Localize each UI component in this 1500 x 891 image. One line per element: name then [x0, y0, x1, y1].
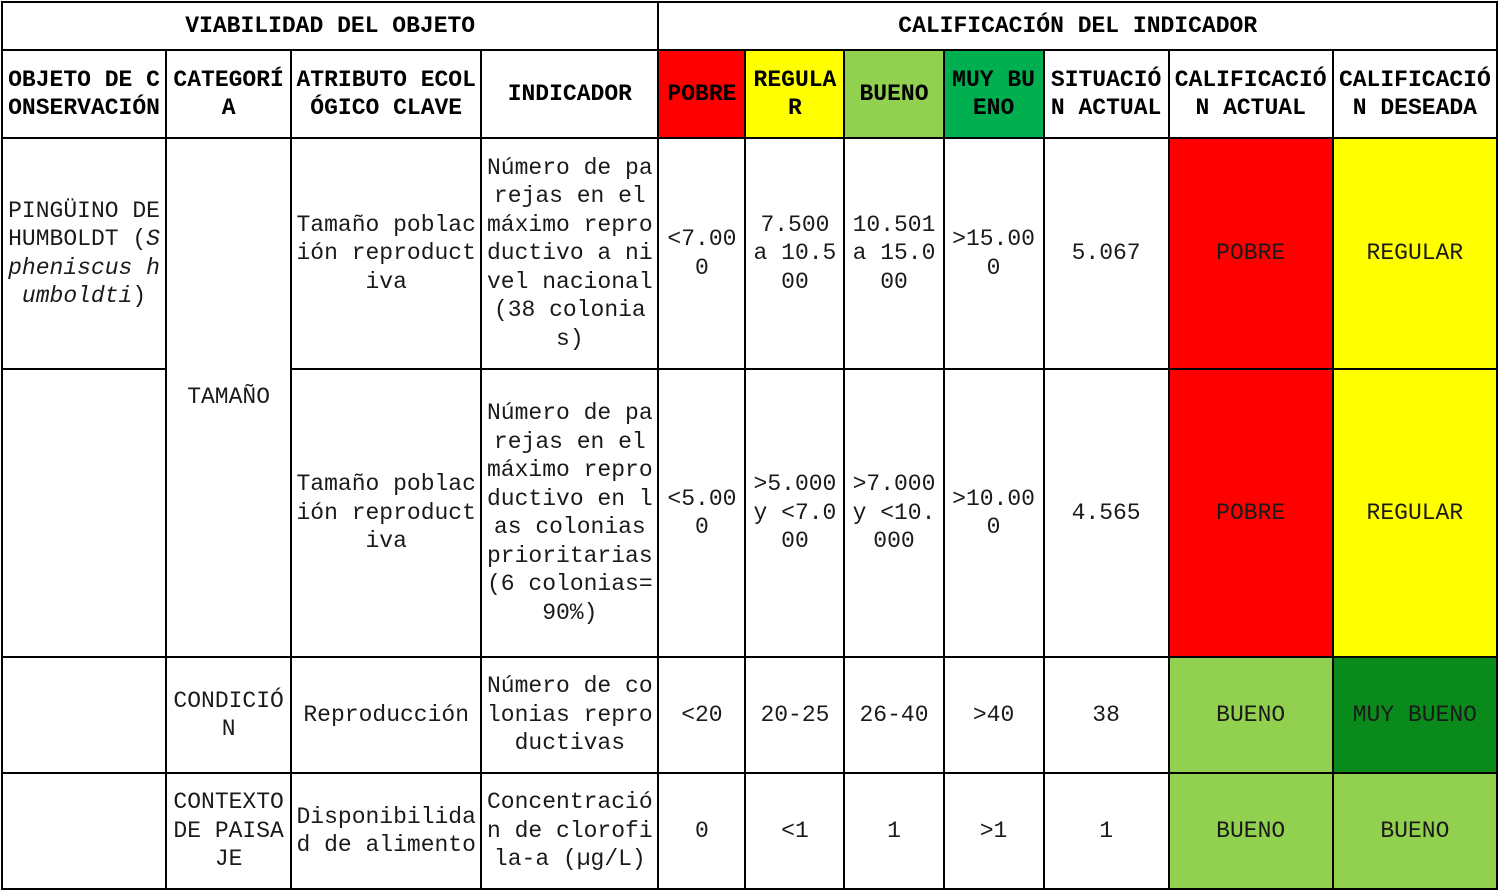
- header-pobre: POBRE: [658, 50, 745, 138]
- objeto-empty-cell: [2, 773, 166, 889]
- muy-bueno-cell: >15.000: [944, 138, 1044, 369]
- muy-bueno-cell: >40: [944, 657, 1044, 773]
- bueno-cell: 26-40: [844, 657, 943, 773]
- header-muy-bueno: MUY BUENO: [944, 50, 1044, 138]
- table-row: [2, 138, 1497, 369]
- muy-bueno-cell: >10.000: [944, 369, 1044, 657]
- cal-deseada-cell: BUENO: [1333, 773, 1497, 889]
- bueno-cell: >7.000 y <10.000: [844, 369, 943, 657]
- situacion-cell: 38: [1044, 657, 1169, 773]
- atributo-cell: Disponibilidad de alimento: [291, 773, 481, 889]
- viability-table: [1, 1, 1498, 890]
- header-regular: REGULAR: [745, 50, 844, 138]
- cal-actual-cell: BUENO: [1169, 773, 1333, 889]
- regular-cell: <1: [745, 773, 844, 889]
- categoria-condicion: CONDICIÓN: [166, 657, 291, 773]
- cal-deseada-cell: REGULAR: [1333, 369, 1497, 657]
- regular-cell: 20-25: [745, 657, 844, 773]
- indicador-cell: Número de colonias reproductivas: [481, 657, 658, 773]
- categoria-contexto: CONTEXTO DE PAISAJE: [166, 773, 291, 889]
- pobre-cell: <5.000: [658, 369, 745, 657]
- table-row: [2, 657, 1497, 773]
- bueno-cell: 1: [844, 773, 943, 889]
- bueno-cell: 10.501 a 15.000: [844, 138, 943, 369]
- objeto-empty-cell: [2, 369, 166, 657]
- header-atributo: ATRIBUTO ECOLÓGICO CLAVE: [291, 50, 481, 138]
- indicador-cell: Número de parejas en el máximo reproductivo a nivel nacional (38 colonias): [481, 138, 658, 369]
- pobre-cell: <7.000: [658, 138, 745, 369]
- atributo-cell: Reproducción: [291, 657, 481, 773]
- cal-deseada-cell: REGULAR: [1333, 138, 1497, 369]
- header-objeto: OBJETO DE CONSERVACIÓN: [2, 50, 166, 138]
- cal-actual-cell: POBRE: [1169, 369, 1333, 657]
- group-header-viabilidad: VIABILIDAD DEL OBJETO: [2, 2, 658, 50]
- header-situacion: SITUACIÓN ACTUAL: [1044, 50, 1169, 138]
- column-header-row: [2, 50, 1497, 138]
- group-header-calificacion: CALIFICACIÓN DEL INDICADOR: [658, 2, 1497, 50]
- situacion-cell: 4.565: [1044, 369, 1169, 657]
- objeto-name: PINGÜINO DE HUMBOLDT (: [8, 197, 160, 252]
- situacion-cell: 1: [1044, 773, 1169, 889]
- objeto-scientific-name: Spheniscus humboldti: [8, 226, 160, 309]
- header-categoria: CATEGORÍA: [166, 50, 291, 138]
- objeto-name-close: ): [132, 283, 147, 309]
- regular-cell: >5.000 y <7.000: [745, 369, 844, 657]
- indicador-cell: Concentración de clorofila-a (µg/L): [481, 773, 658, 889]
- pobre-cell: <20: [658, 657, 745, 773]
- regular-cell: 7.500 a 10.500: [745, 138, 844, 369]
- cal-deseada-cell: MUY BUENO: [1333, 657, 1497, 773]
- atributo-cell: Tamaño población reproductiva: [291, 369, 481, 657]
- atributo-cell: Tamaño población reproductiva: [291, 138, 481, 369]
- header-cal-deseada: CALIFICACIÓN DESEADA: [1333, 50, 1497, 138]
- header-bueno: BUENO: [844, 50, 943, 138]
- header-cal-actual: CALIFICACIÓN ACTUAL: [1169, 50, 1333, 138]
- objeto-empty-cell: [2, 657, 166, 773]
- situacion-cell: 5.067: [1044, 138, 1169, 369]
- header-indicador: INDICADOR: [481, 50, 658, 138]
- muy-bueno-cell: >1: [944, 773, 1044, 889]
- objeto-cell: [2, 138, 166, 369]
- categoria-tamano: TAMAÑO: [166, 138, 291, 657]
- indicador-cell: Número de parejas en el máximo reproductivo en las colonias prioritarias (6 colonias=90%): [481, 369, 658, 657]
- group-header-row: [2, 2, 1497, 50]
- cal-actual-cell: BUENO: [1169, 657, 1333, 773]
- pobre-cell: 0: [658, 773, 745, 889]
- table-row: [2, 773, 1497, 889]
- cal-actual-cell: POBRE: [1169, 138, 1333, 369]
